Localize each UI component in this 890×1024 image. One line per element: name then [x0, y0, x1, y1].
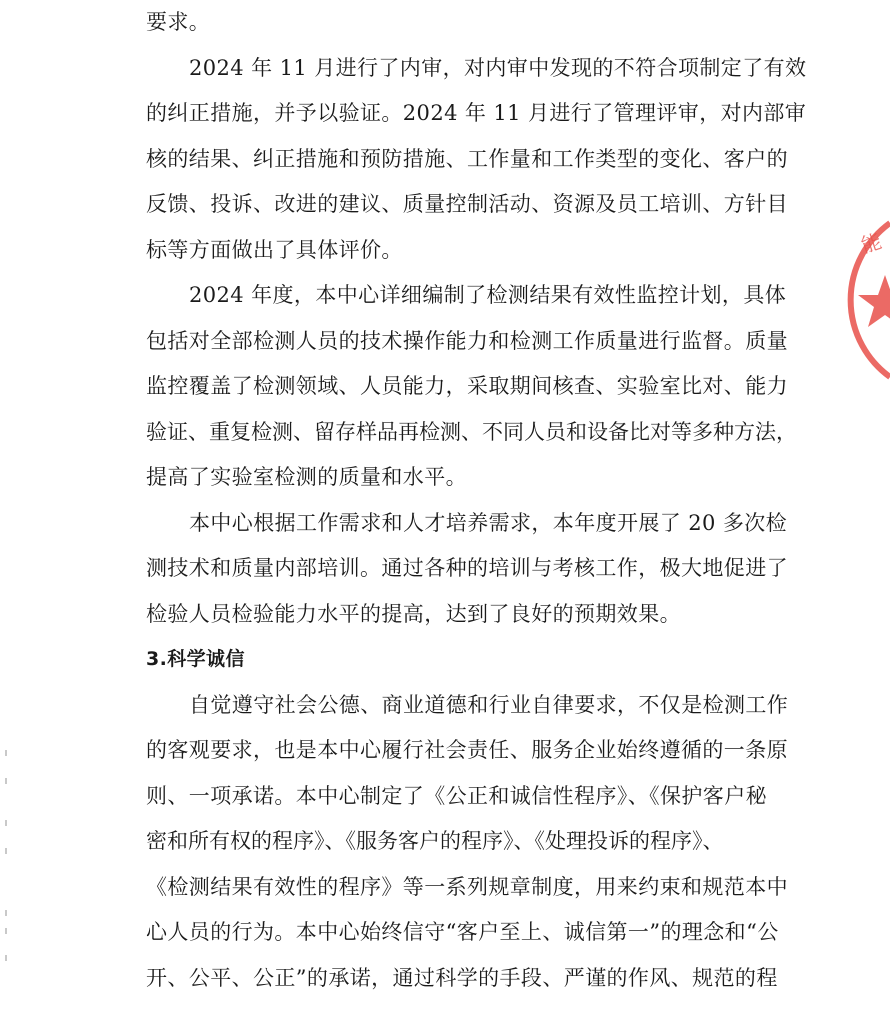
text-line: 包括对全部检测人员的技术操作能力和检测工作质量进行监督。质量: [146, 328, 788, 353]
text-line: 监控覆盖了检测领域、人员能力，采取期间核查、实验室比对、能力: [146, 374, 788, 398]
official-seal: [830, 205, 890, 395]
text-line: 测技术和质量内部培训。通过各种的培训与考核工作，极大地促进了: [146, 556, 788, 580]
text-line: 反馈、投诉、改进的建议、质量控制活动、资源及员工培训、方针目: [146, 192, 788, 216]
text-line: 密和所有权的程序》、《服务客户的程序》、《处理投诉的程序》、: [146, 829, 724, 853]
document-page: [146, 0, 807, 1001]
scan-margin-marks: [2, 750, 10, 980]
paragraph-first-line: 本中心根据工作需求和人才培养需求，本年度开展了 20 多次检: [189, 510, 788, 535]
text-line: 核的结果、纠正措施和预防措施、工作量和工作类型的变化、客户的: [146, 146, 788, 171]
text-line: 要求。: [146, 10, 211, 34]
text-line: 检验人员检验能力水平的提高，达到了良好的预期效果。: [146, 601, 681, 626]
text-line: 的纠正措施，并予以验证。2024 年 11 月进行了管理评审，对内部审: [146, 101, 807, 125]
text-line: 开、公平、公正”的承诺，通过科学的手段、严谨的作风、规范的程: [146, 965, 778, 990]
seal-character: 能: [858, 228, 885, 258]
section-heading: 3.科学诚信: [146, 648, 245, 670]
text-line: 心人员的行为。本中心始终信守“客户至上、诚信第一”的理念和“公: [146, 920, 779, 944]
seal-star-icon: [858, 275, 890, 327]
paragraph-first-line: 自觉遵守社会公德、商业道德和行业自律要求，不仅是检测工作: [189, 692, 789, 717]
text-line: 标等方面做出了具体评价。: [146, 237, 403, 262]
seal-graphic: [830, 205, 890, 395]
paragraph-first-line: 2024 年 11 月进行了内审，对内审中发现的不符合项制定了有效: [189, 55, 807, 80]
text-line: 《检测结果有效性的程序》等一系列规章制度，用来约束和规范本中: [146, 874, 788, 899]
text-line: 的客观要求，也是本中心履行社会责任、服务企业始终遵循的一条原: [146, 738, 788, 762]
text-line: 则、一项承诺。本中心制定了《公正和诚信性程序》、《保护客户秘: [146, 783, 767, 808]
text-line: 提高了实验室检测的质量和水平。: [146, 465, 467, 489]
paragraph-first-line: 2024 年度，本中心详细编制了检测结果有效性监控计划，具体: [189, 283, 787, 307]
text-line: 验证、重复检测、留存样品再检测、不同人员和设备比对等多种方法，: [146, 419, 797, 444]
